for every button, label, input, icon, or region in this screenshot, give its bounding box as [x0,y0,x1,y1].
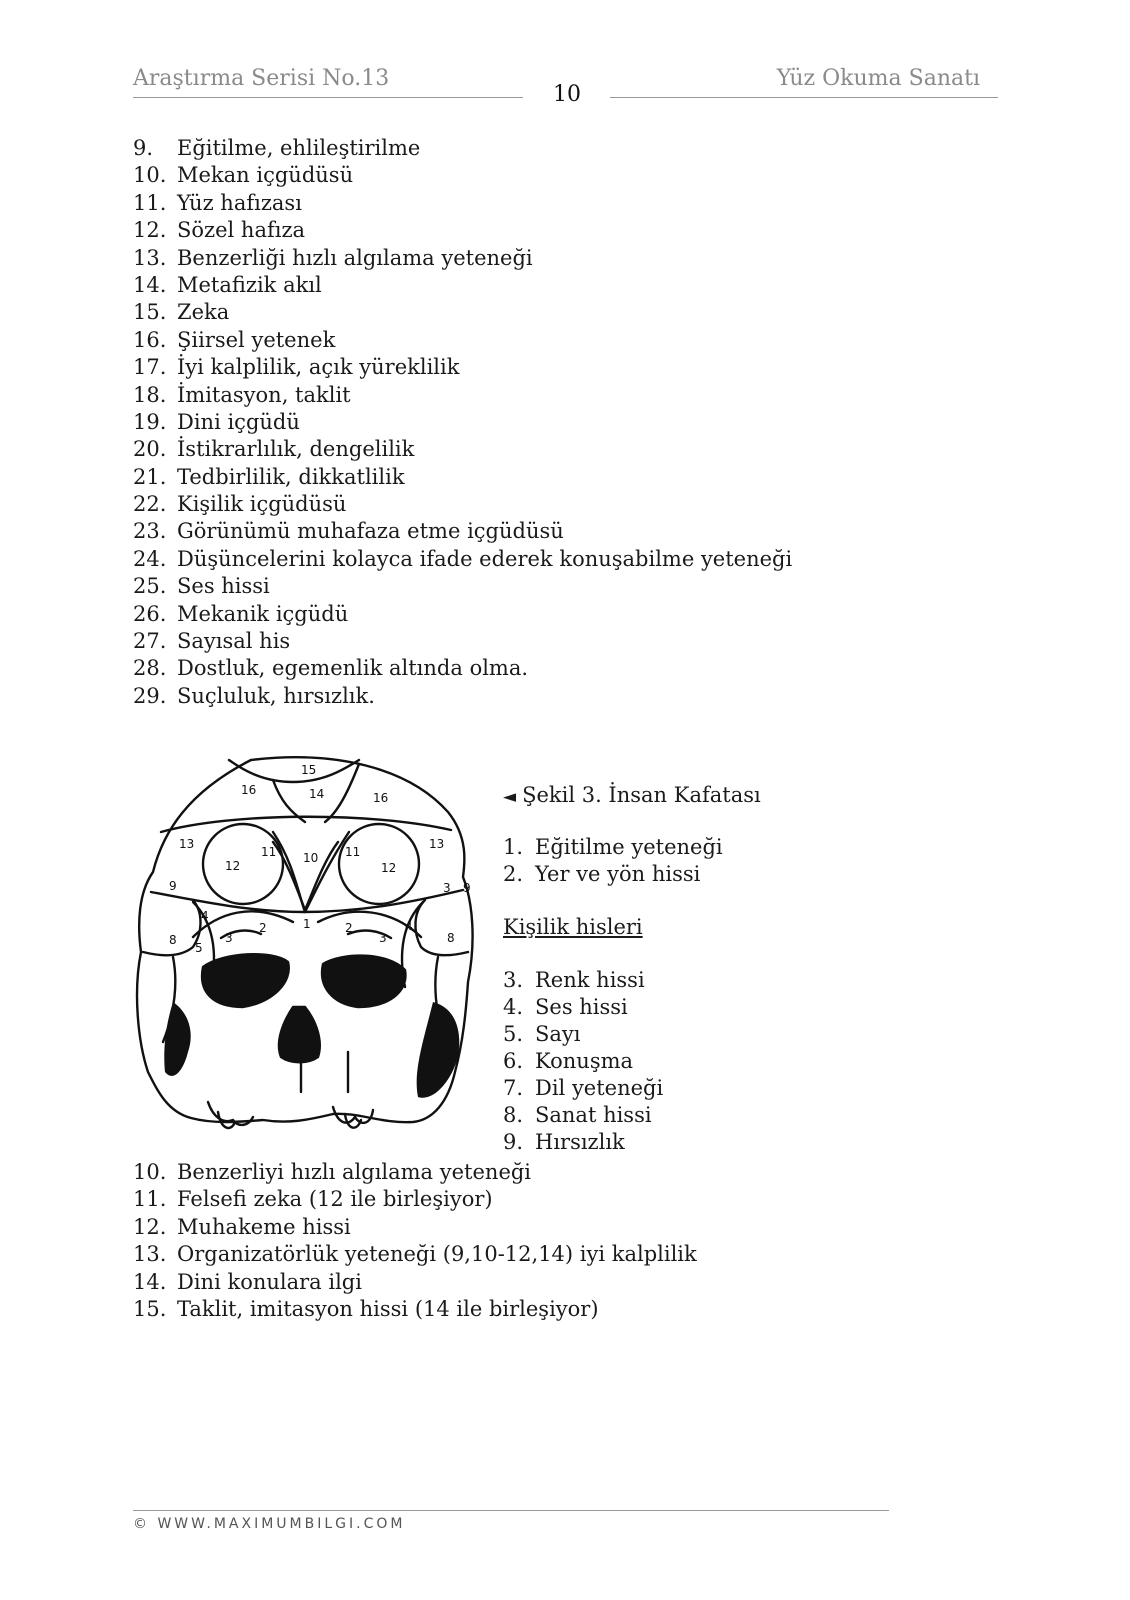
skull-region-label: 2 [259,921,267,935]
skull-region-label: 5 [195,941,203,955]
item-text: Mekanik içgüdü [177,601,349,626]
skull-region-label: 12 [381,861,397,875]
skull-region-label: 4 [201,909,209,923]
list-item [133,217,792,244]
item-number: 15. [133,300,167,325]
list-item [503,834,723,861]
list-item [503,861,723,888]
item-text: Renk hissi [535,968,645,992]
list-item [133,1296,697,1323]
item-text: Hırsızlık [535,1130,625,1154]
list-item [133,655,792,682]
item-number: 19. [133,409,167,434]
arrow-left-icon: ◄ [503,787,517,807]
item-text: Felsefi zeka (12 ile birleşiyor) [177,1187,493,1212]
skull-region-label: 12 [225,859,241,873]
list-item [133,1269,697,1296]
list-item [133,1186,697,1213]
item-text: Yer ve yön hissi [535,862,701,886]
item-text: Sayı [535,1022,581,1046]
item-number: 12. [133,218,167,243]
figure-list-a [503,834,723,888]
item-number: 7. [503,1076,524,1100]
item-number: 14. [133,272,167,297]
item-number: 11. [133,190,167,215]
item-text: Benzerliyi hızlı algılama yeteneği [177,1160,532,1184]
item-text: Şiirsel yetenek [177,327,336,352]
item-number: 24. [133,546,167,571]
item-number: 13. [133,1242,167,1267]
item-text: Dini içgüdü [177,409,300,434]
item-text: Dostluk, egemenlik altında olma. [177,656,529,681]
list-item [503,1075,663,1102]
item-text: Ses hissi [177,574,270,599]
skull-region-label: 3 [443,881,451,895]
figure-list-b [503,967,663,1156]
list-item [133,491,792,518]
item-text: Dil yeteneği [535,1076,664,1100]
list-item [133,1159,697,1186]
skull-region-label: 14 [309,787,325,801]
list-item [133,683,792,710]
item-text: Kişilik içgüdüsü [177,492,347,517]
item-number: 16. [133,327,167,352]
item-number: 27. [133,629,167,654]
list-item [133,382,792,409]
item-text: Düşüncelerini kolayca ifade ederek konuşabilme yeteneği [177,546,793,571]
item-text: Ses hissi [535,995,628,1019]
item-text: İmitasyon, taklit [177,382,351,407]
item-text: Sayısal his [177,629,291,654]
list-item [133,628,792,655]
skull-region-label: 4 [405,919,413,933]
item-text: Zeka [177,300,230,325]
item-text: Organizatörlük yeteneği (9,10-12,14) iyi kalplilik [177,1242,697,1267]
item-number: 20. [133,437,167,462]
list-item [503,994,663,1021]
list-item [133,245,792,272]
list-item [133,573,792,600]
item-number: 23. [133,519,167,544]
footer-rule [133,1510,889,1511]
item-text: Dini konulara ilgi [177,1269,362,1294]
skull-region-label: 1 [303,917,311,931]
list-item [133,190,792,217]
item-text: Yüz hafızası [177,190,302,215]
nasal-cavity [279,1007,320,1062]
skull-region-label: 8 [169,933,177,947]
list-item [133,1214,697,1241]
list-item [133,436,792,463]
item-number: 11. [133,1187,167,1212]
skull-region-label: 8 [447,931,455,945]
skull-region-label: 11 [261,845,277,859]
header-rule-right [610,97,998,98]
list-item [133,409,792,436]
item-number: 25. [133,574,167,599]
skull-region-label: 3 [225,931,233,945]
item-number: 17. [133,355,167,380]
item-number: 12. [133,1214,167,1239]
list-item [133,464,792,491]
skull-region-label: 13 [179,837,195,851]
item-number: 26. [133,601,167,626]
list-item [133,546,792,573]
item-number: 13. [133,245,167,270]
list-item [503,1021,663,1048]
header-rule-left [133,97,523,98]
item-number: 2. [503,862,524,886]
item-number: 15. [133,1296,167,1321]
figure-title [503,783,761,807]
item-text: Mekan içgüdüsü [177,163,354,188]
item-text: Metafizik akıl [177,272,322,297]
skull-region-label: 9 [169,879,177,893]
item-text: Taklit, imitasyon hissi (14 ile birleşiyor) [177,1296,599,1321]
item-number: 6. [503,1049,524,1073]
skull-region-label: 11 [345,845,361,859]
item-text: Eğitilme, ehlileştirilme [177,136,421,160]
page-number: 10 [553,82,581,107]
skull-region-label: 15 [301,763,317,777]
item-text: Suçluluk, hırsızlık. [177,683,375,708]
item-number: 9. [503,1130,524,1154]
item-number: 21. [133,464,167,489]
item-number: 10. [133,1160,167,1184]
item-text: Sözel hafıza [177,218,306,243]
item-number: 4. [503,995,524,1019]
list-item [133,272,792,299]
item-number: 14. [133,1269,167,1294]
skull-region-label: 3 [379,931,387,945]
eye-socket-right [322,956,405,1007]
list-item [503,1102,663,1129]
item-text: Benzerliği hızlı algılama yeteneği [177,245,533,270]
item-number: 10. [133,163,167,188]
item-number: 9. [133,136,154,160]
item-number: 1. [503,835,524,859]
subheading: Kişilik hisleri [503,915,643,939]
item-number: 22. [133,492,167,517]
header-right: Yüz Okuma Sanatı [776,66,980,91]
item-number: 3. [503,968,524,992]
item-number: 5. [503,1022,524,1046]
item-text: İstikrarlılık, dengelilik [177,437,415,462]
list-item [133,327,792,354]
list-item [133,1241,697,1268]
list-item [503,967,663,994]
skull-diagram [133,752,478,1157]
footer-text: © WWW.MAXIMUMBILGI.COM [133,1516,406,1532]
list-item [133,601,792,628]
list-item [133,135,792,162]
list-item [133,299,792,326]
item-text: Konuşma [535,1049,634,1073]
skull-region-label: 16 [373,791,389,805]
list-item [503,1048,663,1075]
item-number: 29. [133,683,167,708]
item-text: Görünümü muhafaza etme içgüdüsü [177,519,564,544]
figure-title-text: Şekil 3. İnsan Kafatası [522,783,761,807]
item-number: 8. [503,1103,524,1127]
list-item [133,162,792,189]
item-text: Muhakeme hissi [177,1214,351,1239]
list-item [503,1129,663,1156]
eye-socket-left [202,954,289,1007]
skull-region-label: 10 [303,851,319,865]
item-number: 18. [133,382,167,407]
item-text: Tedbirlilik, dikkatlilik [177,464,405,489]
skull-region-label: 2 [345,921,353,935]
item-text: Eğitilme yeteneği [535,835,723,859]
item-text: İyi kalplilik, açık yüreklilik [177,355,460,380]
faculty-list-top [133,135,792,710]
list-item [133,518,792,545]
header-left: Araştırma Serisi No.13 [133,66,390,91]
item-number: 28. [133,656,167,681]
list-item [133,354,792,381]
skull-region-label: 9 [463,881,471,895]
skull-region-label: 13 [429,837,445,851]
skull-region-label: 16 [241,783,257,797]
faculty-list-bottom [133,1159,697,1323]
item-text: Sanat hissi [535,1103,652,1127]
